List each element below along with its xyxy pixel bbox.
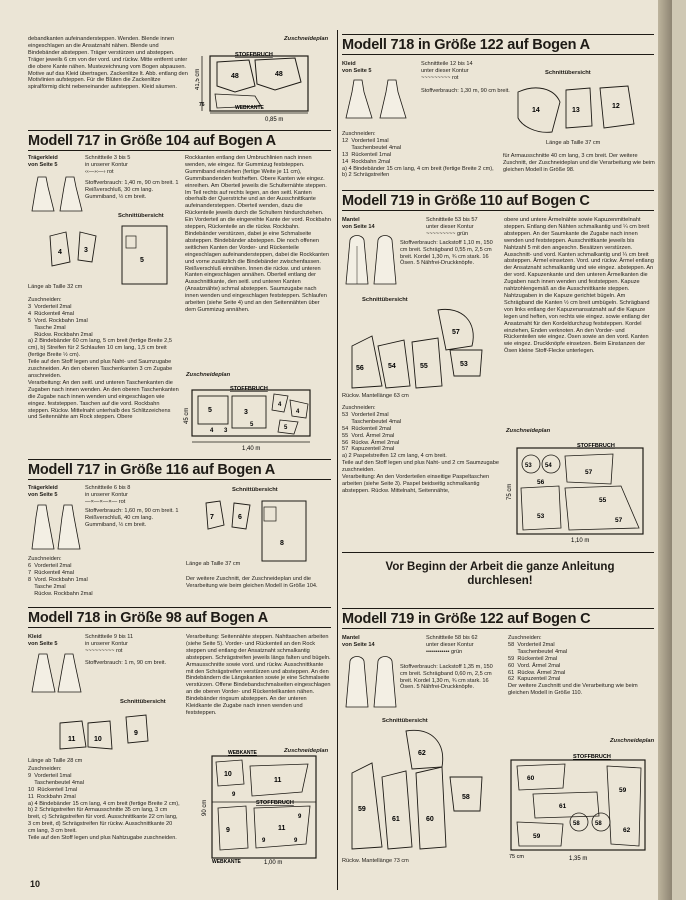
layout-piece: 53 — [525, 463, 532, 469]
m718-98-layout-label: Zuschneideplan — [284, 748, 329, 754]
m717-116-ref-text: Der weitere Zuschnitt, der Zuschneideplan und die Verarbeitung wie beim gleichen Modell in Größe 104. — [186, 576, 318, 589]
layout-piece: 54 — [545, 463, 552, 469]
m719-110-length: Rückw. Mantellänge 63 cm — [342, 393, 409, 399]
m717-116-pattern-overview — [190, 495, 320, 565]
overview-piece: 7 — [210, 514, 214, 521]
m718-98-height: 90 cm — [202, 799, 208, 816]
m717-116-cutting: Zuschneiden: 6 Vorderteil 2mal 7 Rückenteil 4mal 8 Vord. Rockbahn 1mal Tasche 2mal Rückw. Rockbahn 2mal — [28, 556, 93, 597]
m718-98-selvedge: WEBKANTE — [228, 750, 257, 756]
rule — [28, 607, 331, 608]
layout-piece: 4 — [210, 428, 214, 434]
layout-piece: 5 — [250, 422, 254, 428]
m717-104-cutting-layout — [180, 382, 332, 454]
m717-116-ref: von Seite 5 — [28, 492, 58, 498]
rule — [342, 190, 654, 191]
m719-110-pattern-overview — [342, 306, 500, 392]
overview-piece: 10 — [94, 736, 102, 743]
m718-98-cutting-layout — [198, 744, 332, 866]
m719-122-width: 1,35 m — [569, 856, 588, 862]
rule — [342, 34, 654, 35]
overview-piece: 6 — [238, 514, 242, 521]
header-719-122: Modell 719 in Größe 122 auf Bogen C — [342, 611, 591, 627]
m717-104-overview-label: Schnittübersicht — [118, 213, 164, 219]
m719-122-consumption: Stoffverbrauch: Lackstoff 1,35 m, 150 cm breit. Schrägband 0,60 m, 2,5 cm breit. Kordel 1,30 m, ¾ cm stark. 16 Ösen. 5 Nähfrei-Druckknöpfe. — [400, 664, 493, 691]
header-717-104: Modell 717 in Größe 104 auf Bogen A — [28, 133, 276, 149]
m718-98-text: Verarbeitung: Seitennähte steppen. Nahttaschen arbeiten (siehe Seite 5). Vorder- und Rückenteil an den Rock steppen und entlang der Ansatznaht schmalkantig absteppen. Schrägstreifen jeweils längs falten und bügeln. Armausschnitte sowie vord. und rückw. Ausschnittkante mit den Schrägstreifen verstürzen und absteppen. An den Bindebändern die Längskanten sowie je eine Schmalseite verstürzen. Offene Bindebandschmalseiten eingeschlagen an die oberen Vorder- und Rückenteilkanten nähen. Bindebänder ringsum absteppen. An der unteren Kleidkante die Zugabe nach innen wenden und feststeppen. — [186, 634, 333, 716]
m719-110-layout-label: Zuschneideplan — [506, 428, 551, 434]
rule — [28, 130, 331, 131]
layout-piece: 5 — [208, 407, 212, 414]
m717-104-pattern-overview — [30, 222, 185, 290]
top-layout-selvedge: WEBKANTE — [235, 105, 264, 111]
overview-piece: 11 — [68, 736, 76, 743]
layout-piece: 58 — [573, 821, 580, 827]
m717-104-cutting: Zuschneiden: 3 Vorderteil 2mal 4 Rückenteil 4mal 5 Vord. Rockbahn 1mal Tasche 2mal Rückw. Rockbahn 2mal a) 2 Bindebänder 60 cm lang, 5 cm breit (fertige Breite 2,5 cm), b) Streifen für 2 Schlaufen 10 cm lang, 1,5 cm breit (fertige Breite ½ cm). Teile auf den Stoff legen und plus Naht- und Saumzugabe zuschneiden. An den oberen Taschenkanten 3 cm Zugabe anschneiden. Verarbeitung: An den seitl. und unteren Taschenkanten die Zugaben nach innen wenden. An den oberen Taschenkanten die Zugabe nach innen wenden und eingeschlagen wie eingez. feststeppen. Taschen auf die vord. Rockbahn steppen. Rückw. Mittelnaht unterhalb des Schlitzzeichens und Seitennähte am Rock steppen. Obere — [28, 297, 179, 421]
m717-104-layout-label: Zuschneideplan — [186, 372, 231, 378]
layout-piece: 9 — [232, 792, 236, 798]
rule — [342, 628, 654, 629]
layout-piece: 9 — [262, 838, 266, 844]
m718-98-length: Länge ab Taille 28 cm — [28, 758, 83, 764]
overview-piece: 54 — [388, 363, 396, 370]
m719-110-width: 1,10 m — [571, 538, 590, 544]
m719-110-fold: STOFFBRUCH — [577, 443, 615, 449]
m719-110-text: obere und untere Ärmelnähte sowie Kapuzenmittelnaht steppen. Entlang den Nähten schmalkantig und ¼ cm breit absteppen. An der Saumkante die Zugabe nach innen wenden und feststeppen. Ausschnittkante jeweils bis Nahtzahl 5 mit den angeschn. Besätzen verstürzen. Ausschnitt- und vord. Kanten schmalkantig und ¼ cm breit absteppen. Ärmel einsetzen. Vord. und rückw. Ärmel entlang der Ansatznaht schmalkantig und wie eingez. absteppen. An der vord. Kapuzenkante und den unteren Ärmelkanten die Zugaben nach innen wenden und feststeppen. Kapuze nahtzohlengemäß an die Ausschnittkante steppen. Nahtzugaben in die Kapuze gerichtet bügeln. Am Schrägband die Kanten ½ cm breit umbügeln. Schrägband von links entlang der Kapuzenansatznaht auf die Kapuze legen und heften, von rechts wie eingez. sowie entlang der Ansatznaht für den Kordeldurchzug feststeppen. Kordel einziehen, Enden verknoten. An den Vorder- und Rückenteilen wie eingez. Ösen sowie an den vord. Kanten wie eingez. Druckknöpfe einsetzen. Beim Einstanzen der Ösen kleine Stoff-Flecke unterlegen. — [504, 217, 656, 355]
m718-98-width: 1,00 m — [264, 860, 283, 866]
m717-104-length: Länge ab Taille 32 cm — [28, 284, 83, 290]
m718-98-consumption: Stoffverbrauch: 1 m, 90 cm breit. — [85, 660, 167, 666]
top-layout-label: Zuschneideplan — [284, 36, 329, 42]
column-divider — [337, 30, 338, 890]
m719-122-cutting: Zuschneiden: 58 Vorderteil 2mal Taschenbeutel 4mal 59 Rückenteil 2mal 60 Vord. Ärmel 2mal 61 Rückw. Ärmel 2mal 62 Kapuzenteil 2mal Der weitere Zuschnitt und die Verarbeitung wie beim gleichen Modell in Größe 110. — [508, 635, 638, 697]
top-layout-piece: 76 — [199, 102, 205, 108]
m717-116-pieces-line: Schnittteile 6 bis 8 in unserer Kontur —×—×—×— rot — [85, 485, 131, 505]
overview-piece: 55 — [420, 363, 428, 370]
overview-piece: 58 — [462, 794, 470, 801]
m719-122-overview-label: Schnittübersicht — [382, 718, 428, 724]
m718-122-pieces-line: Schnittteile 12 bis 14 unter dieser Kontur ~~~~~~~~~ rot — [421, 61, 473, 81]
m718-98-overview-label: Schnittübersicht — [120, 699, 166, 705]
m717-116-consumption: Stoffverbrauch: 1,60 m, 90 cm breit. 1 Reißverschluß, 40 cm lang. Gummiband, ½ cm breit. — [85, 508, 179, 528]
layout-piece: 9 — [226, 827, 230, 834]
m719-122-layout-label: Zuschneideplan — [610, 738, 655, 744]
overview-piece: 56 — [356, 365, 364, 372]
m717-104-fold: STOFFBRUCH — [230, 386, 268, 392]
overview-piece: 12 — [612, 103, 620, 110]
rule — [342, 608, 654, 609]
overview-piece: 5 — [140, 257, 144, 264]
m718-98-selvedge-bottom: WEBKANTE — [212, 859, 241, 865]
layout-piece: 9 — [294, 838, 298, 844]
m718-122-length: Länge ab Taille 37 cm — [546, 140, 601, 146]
m718-122-kind: Kleid — [342, 61, 356, 67]
m718-122-text: für Armausschnitte 40 cm lang, 3 cm breit. Der weitere Zuschnitt, der Zuschneideplan und die Verarbeitung wie beim gleichen Modell in Größe 98. — [503, 153, 657, 173]
rule — [28, 150, 331, 151]
m717-104-ref: von Seite 5 — [28, 162, 58, 168]
m718-122-cutting: Zuschneiden: 12 Vorderteil 1mal Taschenbeutel 4mal 13 Rückenteil 1mal 14 Rockbahn 2mal a) 4 Bindebänder 15 cm lang, 4 cm breit (fertige Breite 2 cm), b) 2 Schrägstreifen — [342, 131, 494, 179]
m718-98-pattern-overview — [30, 707, 180, 757]
m719-110-overview-label: Schnittübersicht — [362, 297, 408, 303]
m717-104-text: Rockkanten entlang den Umbruchlinien nach innen wenden, wie eingez. für Gummizug feststeppen. Gummiband einziehen (fertige Weite je 11 cm), Gummibandenden festheften. Obere Kanten wie eingez. einreihen. Am Oberteil jeweils die Schulternähte steppen. Im Teil rechts auf rechts legen, an den seitl. Kanten oberhalb der Querstriche und an der Ausschnittkante aufeinandersteppen. Oberteil wenden, dazu die Rückenteile jeweils durch die Schultern hindurchziehen. Ein Vorderteil an die eingereihte Kante der vord. Rockbahn steppen, Rückenteile an die rückw. Rockbahn. Bindebänder verstürzen, dabei je eine Schmalseite absteppen. Bindebänder absteppen. Die noch offenen seitlichen Kanten der Vorder- und Rückenteile eingeschlagen aufeinandersteppen, dabei die Rockkanten und vorne zusätzlich die Bindebänder zwischenfassen. Reißverschluß einnähen. Innen die rückw. und unteren Kanten eingeschlagen annähen. Oberteil entlang der Ausschnittkante, den seitl. und unteren Kanten (Ansatznähte) schmal absteppen. Saumzugabe nach innen wenden und eingeschlagen feststeppen. Schlaufen arbeiten (siehe Seite 4) und an den Seitennähten über dem Gummizug annähen. — [185, 155, 333, 313]
rule — [342, 552, 654, 553]
rule — [342, 210, 654, 211]
m718-98-ref: von Seite 5 — [28, 641, 58, 647]
overview-piece: 61 — [392, 816, 400, 823]
m719-122-ref: von Seite 14 — [342, 642, 375, 648]
layout-piece: 55 — [599, 497, 607, 504]
layout-piece: 59 — [533, 833, 541, 840]
m718-122-dress-illustration — [342, 78, 412, 123]
layout-piece: 11 — [274, 777, 282, 784]
overview-piece: 9 — [134, 730, 138, 737]
overview-piece: 60 — [426, 816, 434, 823]
overview-piece: 57 — [452, 329, 460, 336]
m718-122-ref: von Seite 5 — [342, 68, 372, 74]
m718-122-consumption: Stoffverbrauch: 1,30 m, 90 cm breit. — [421, 88, 510, 94]
m719-122-pattern-overview — [342, 727, 502, 855]
layout-piece: 9 — [298, 814, 302, 820]
layout-piece: 61 — [559, 803, 567, 810]
rule — [28, 459, 331, 460]
overview-piece: 8 — [280, 540, 284, 547]
layout-piece: 59 — [619, 787, 627, 794]
layout-piece: 58 — [595, 821, 602, 827]
layout-piece: 3 — [244, 409, 248, 416]
layout-piece: 60 — [527, 775, 535, 782]
m718-98-fold: STOFFBRUCH — [256, 800, 294, 806]
overview-piece: 53 — [460, 361, 468, 368]
overview-piece: 59 — [358, 806, 366, 813]
m719-110-ref: von Seite 14 — [342, 224, 375, 230]
m719-110-kind: Mantel — [342, 217, 360, 223]
notice-read-instructions: Vor Beginn der Arbeit die ganze Anleitung durchlesen! — [385, 561, 615, 587]
m719-110-pieces-line: Schnittteile 53 bis 57 unter dieser Kontur ~~~~~~~~~ grün — [426, 217, 478, 237]
m719-122-length: Rückw. Mantellänge 73 cm — [342, 858, 409, 864]
m717-104-kind: Trägerkleid — [28, 155, 58, 161]
layout-piece: 3 — [224, 428, 228, 434]
m719-122-height: 75 cm — [509, 854, 524, 860]
m717-104-consumption: Stoffverbrauch: 1,40 m, 90 cm breit. 1 Reißverschluß, 30 cm lang. Gummiband, ½ cm breit. — [85, 180, 179, 200]
m717-116-dress-illustration — [30, 503, 86, 553]
layout-piece: 10 — [224, 771, 232, 778]
page-number: 10 — [30, 879, 41, 889]
layout-piece: 4 — [278, 402, 282, 408]
header-718-122: Modell 718 in Größe 122 auf Bogen A — [342, 37, 590, 53]
m718-98-cutting: Zuschneiden: 9 Vorderteil 1mal Taschenbeutel 4mal 10 Rückenteil 1mal 11 Rockbahn 2mal a) 4 Bindebänder 15 cm lang, 4 cm breit (fertige Breite 2 cm), b) 2 Schrägstreifen für Armausschnitte 35 cm lang, 3 cm breit, c) Schrägstreifen für vord. Ausschnittkante 22 cm lang, 3 cm breit, d) Schrägstreifen für rückw. Ausschnittkante 20 cm lang, 3 cm breit. Teile auf den Stoff legen und plus Nahtzugabe zuschneiden. — [28, 766, 180, 842]
layout-piece: 53 — [537, 513, 545, 520]
m717-104-height: 45 cm — [184, 407, 190, 424]
overview-piece: 14 — [532, 107, 540, 114]
header-717-116: Modell 717 in Größe 116 auf Bogen A — [28, 462, 276, 478]
m717-104-width: 1,40 m — [242, 446, 261, 452]
m719-122-coat-illustration — [342, 655, 402, 713]
m717-116-kind: Trägerkleid — [28, 485, 58, 491]
m719-110-cutting-layout — [503, 438, 655, 546]
top-layout-width: 0,85 m — [265, 117, 284, 123]
top-cutting-layout — [195, 46, 330, 126]
m717-116-length: Länge ab Taille 37 cm — [186, 561, 241, 567]
m717-104-pieces-line: Schnittteile 3 bis 5 in unserer Kontur ‹‹—›‹—› rot — [85, 155, 131, 175]
top-layout-piece: 48 — [275, 71, 283, 78]
m717-116-overview-label: Schnittübersicht — [232, 487, 278, 493]
m719-110-cutting: Zuschneiden: 53 Vorderteil 2mal Taschenbeutel 4mal 54 Rückenteil 2mal 55 Vord. Ärmel 2mal 56 Rückw. Ärmel 2mal 57 Kapuzenteil 2mal a) 2 Paspelstreifen 12 cm lang, 4 cm breit. Teile auf den Stoff legen und plus Naht- und 2 cm Saumzugabe zuschneiden. Verarbeitung: An den Vorderteilen einseitige Paspeltaschen arbeiten (siehe Seite 3). Paspel beidseitig schmalkantig absteppen. Rückw. Mittelnaht, Seitennähte, — [342, 405, 499, 494]
page-edge-shadow — [658, 0, 672, 900]
top-layout-height: 41,5 cm — [195, 68, 201, 90]
m719-110-consumption: Stoffverbrauch: Lackstoff 1,10 m, 150 cm breit. Schrägband 0,55 m, 2,5 cm breit. Kordel 1,30 m, ¾ cm stark. 16 Ösen. 5 Nähfrei-Druckknöpfe. — [400, 240, 493, 267]
m718-98-pieces-line: Schnittteile 9 bis 11 in unserer Kontur ~~~~~~~~~ rot — [85, 634, 134, 654]
rule — [28, 627, 331, 628]
layout-piece: 57 — [585, 469, 593, 476]
layout-piece: 5 — [284, 425, 288, 431]
m718-98-kind: Kleid — [28, 634, 42, 640]
layout-piece: 11 — [278, 825, 286, 832]
overview-piece: 4 — [58, 249, 62, 256]
layout-piece: 57 — [615, 517, 623, 524]
layout-piece: 62 — [623, 827, 631, 834]
m719-110-height: 75 cm — [507, 483, 513, 500]
m719-122-cutting-layout — [503, 746, 655, 864]
top-layout-piece: 48 — [231, 73, 239, 80]
overview-piece: 62 — [418, 750, 426, 757]
layout-piece: 4 — [296, 409, 300, 415]
intro-text: debandkanten aufeinandersteppen. Wenden. Blende innen eingeschlagen an die Ansatznaht nähen. Blende und Bindebänder absteppen. Träger verstürzen und absteppen. Träger jeweils 6 cm von der vord. und rückw. Mitte entfernt unter die obere Kante nähen. Mustezeichnung vom Bogen abpausen. Motive auf das Kleid übertragen. Zackenlitze lt. Abb. entlang den Motivlinien aufsteppen. Für die Blüten die Zackenlitze spiralförmig dicht nebeneinander aufsteppen. Kleid säumen. — [28, 36, 190, 91]
m719-110-coat-illustration — [342, 234, 402, 290]
rule — [342, 54, 654, 55]
header-719-110: Modell 719 in Größe 110 auf Bogen C — [342, 193, 590, 209]
m719-122-pieces-line: Schnittteile 58 bis 62 unter dieser Kontur •••••••••••• grün — [426, 635, 478, 655]
top-layout-fold: STOFFBRUCH — [235, 52, 273, 58]
header-718-98: Modell 718 in Größe 98 auf Bogen A — [28, 610, 269, 626]
overview-piece: 13 — [572, 107, 580, 114]
m718-98-dress-illustration — [30, 652, 86, 697]
m719-122-fold: STOFFBRUCH — [573, 754, 611, 760]
m718-122-overview-label: Schnittübersicht — [545, 70, 591, 76]
m717-104-dress-illustration — [30, 175, 90, 215]
m718-122-pattern-overview — [508, 78, 654, 140]
overview-piece: 3 — [84, 247, 88, 254]
layout-piece: 56 — [537, 479, 545, 486]
rule — [28, 479, 331, 480]
m719-122-kind: Mantel — [342, 635, 360, 641]
